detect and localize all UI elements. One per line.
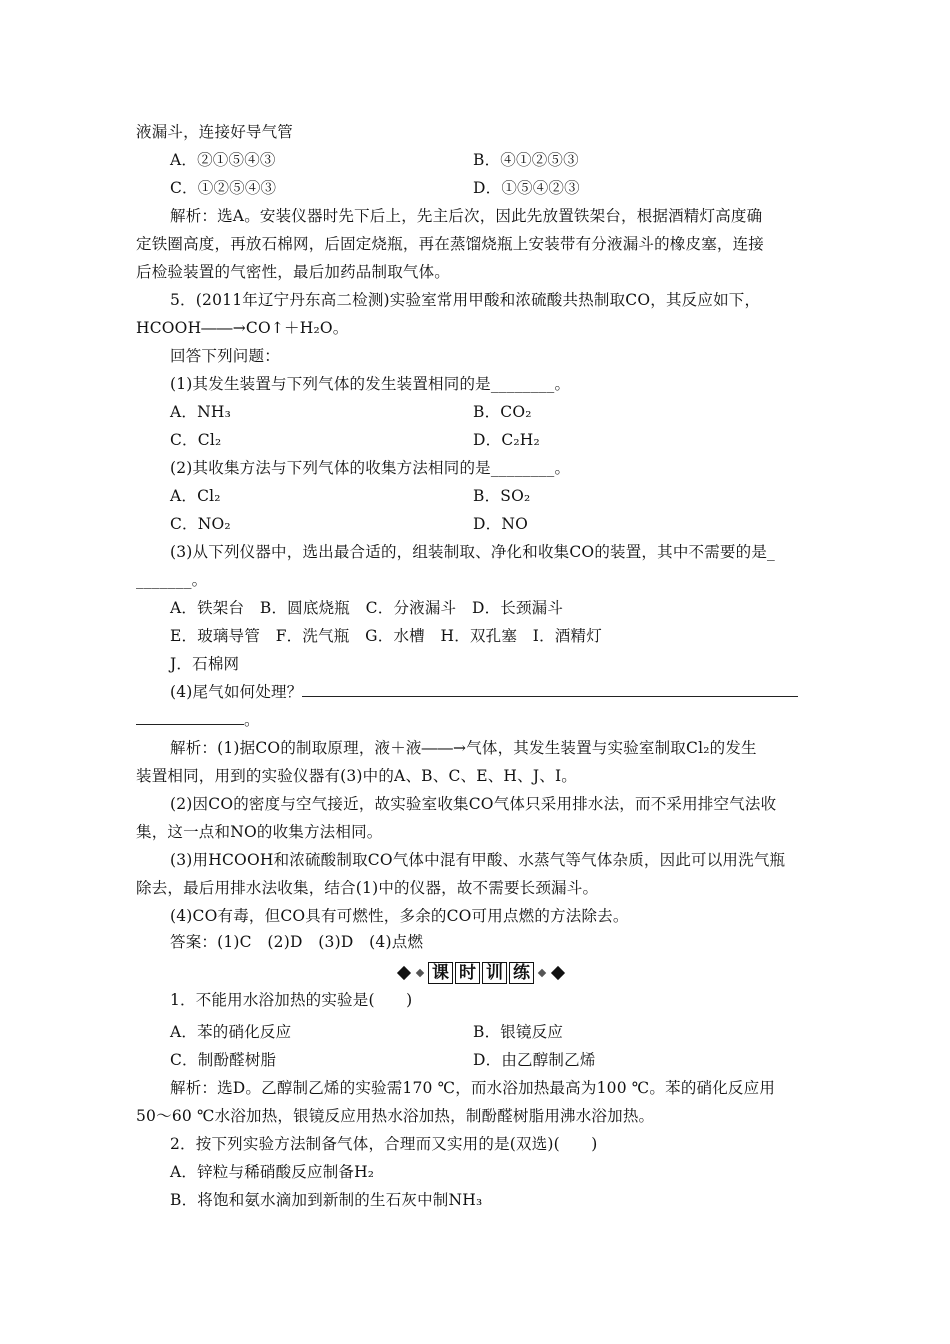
analysis-line: 除去，最后用排水法收集，结合(1)中的仪器，故不需要长颈漏斗。 (136, 879, 599, 897)
option-d: D．①⑤④②③ (473, 179, 580, 197)
option-b: B．CO₂ (473, 403, 532, 421)
option-b: B．SO₂ (473, 487, 531, 505)
period: 。 (244, 711, 260, 729)
option-c: C．NO₂ (170, 515, 231, 533)
analysis-line: (3)用HCOOH和浓硫酸制取CO气体中混有甲酸、水蒸气等气体杂质，因此可以用洗气瓶 (170, 851, 786, 869)
question-1: 1．不能用水浴加热的实验是( ) (170, 991, 413, 1009)
option-b: B．将饱和氨水滴加到新制的生石灰中制NH₃ (170, 1191, 483, 1209)
analysis-line: 解析：选A。安装仪器时先下后上，先主后次，因此先放置铁架台，根据酒精灯高度确 (170, 207, 763, 225)
instrument-list: E．玻璃导管 F．洗气瓶 G．水槽 H．双孔塞 I．酒精灯 (170, 627, 602, 645)
instrument-list: J．石棉网 (170, 655, 240, 673)
reaction-equation: HCOOH――→CO↑＋H₂O。 (136, 319, 349, 337)
banner-char: 时 (455, 962, 480, 984)
diamond-icon (538, 969, 546, 977)
banner-char: 练 (509, 962, 534, 984)
analysis-line: 50～60 ℃水浴加热，银镜反应用热水浴加热，制酚醛树脂用沸水浴加热。 (136, 1107, 655, 1125)
sub-question-4 (170, 682, 798, 702)
answer-blank[interactable] (136, 710, 244, 725)
option-d: D．C₂H₂ (473, 431, 540, 449)
answer-blank[interactable] (302, 682, 798, 697)
answer-line: 答案：(1)C (2)D (3)D (4)点燃 (170, 933, 424, 951)
text-line: 回答下列问题： (170, 347, 280, 365)
option-a: A．苯的硝化反应 (170, 1023, 292, 1041)
diamond-icon (397, 966, 411, 980)
instrument-list: A．铁架台 B．圆底烧瓶 C．分液漏斗 D．长颈漏斗 (170, 599, 564, 617)
answer-blank-line (136, 710, 260, 730)
question-2: 2．按下列实验方法制备气体，合理而又实用的是(双选)( ) (170, 1135, 598, 1153)
option-a: A．Cl₂ (170, 487, 221, 505)
option-c: C．①②⑤④③ (170, 179, 277, 197)
option-c: C．Cl₂ (170, 431, 222, 449)
diamond-icon (416, 969, 424, 977)
diamond-icon (551, 966, 565, 980)
option-a: A．NH₃ (170, 403, 231, 421)
option-a: A．锌粒与稀硝酸反应制备H₂ (170, 1163, 375, 1181)
analysis-line: 解析：选D。乙醇制乙烯的实验需170 ℃，而水浴加热最高为100 ℃。苯的硝化反应用 (170, 1079, 776, 1097)
analysis-line: 集，这一点和NO的收集方法相同。 (136, 823, 383, 841)
sub-question-2: (2)其收集方法与下列气体的收集方法相同的是________。 (170, 459, 571, 477)
analysis-line: (2)因CO的密度与空气接近，故实验室收集CO气体只采用排水法，而不采用排空气法收 (170, 795, 777, 813)
text-line: _______。 (136, 571, 208, 589)
question-5-title: 5．(2011年辽宁丹东高二检测)实验室常用甲酸和浓硫酸共热制取CO，其反应如下， (170, 291, 761, 309)
option-d: D．由乙醇制乙烯 (473, 1051, 596, 1069)
text-line: 液漏斗，连接好导气管 (136, 123, 294, 141)
option-c: C．制酚醛树脂 (170, 1051, 277, 1069)
option-d: D．NO (473, 515, 528, 533)
option-b: B．④①②⑤③ (473, 151, 579, 169)
analysis-line: 装置相同，用到的实验仪器有(3)中的A、B、C、E、H、J、I。 (136, 767, 577, 785)
analysis-line: 解析：(1)据CO的制取原理，液＋液――→气体，其发生装置与实验室制取Cl₂的发生 (170, 739, 757, 757)
sub-question-4-text: (4)尾气如何处理？ (170, 683, 303, 701)
banner-char: 训 (482, 962, 507, 984)
section-banner (366, 960, 596, 986)
analysis-line: (4)CO有毒，但CO具有可燃性，多余的CO可用点燃的方法除去。 (170, 907, 629, 925)
sub-question-3: (3)从下列仪器中，选出最合适的，组装制取、净化和收集CO的装置，其中不需要的是_ (170, 543, 775, 561)
option-b: B．银镜反应 (473, 1023, 564, 1041)
analysis-line: 定铁圈高度，再放石棉网，后固定烧瓶，再在蒸馏烧瓶上安装带有分液漏斗的橡皮塞，连接 (136, 235, 765, 253)
banner-char: 课 (428, 962, 453, 984)
analysis-line: 后检验装置的气密性，最后加药品制取气体。 (136, 263, 451, 281)
sub-question-1: (1)其发生装置与下列气体的发生装置相同的是________。 (170, 375, 571, 393)
option-a: A．②①⑤④③ (170, 151, 276, 169)
